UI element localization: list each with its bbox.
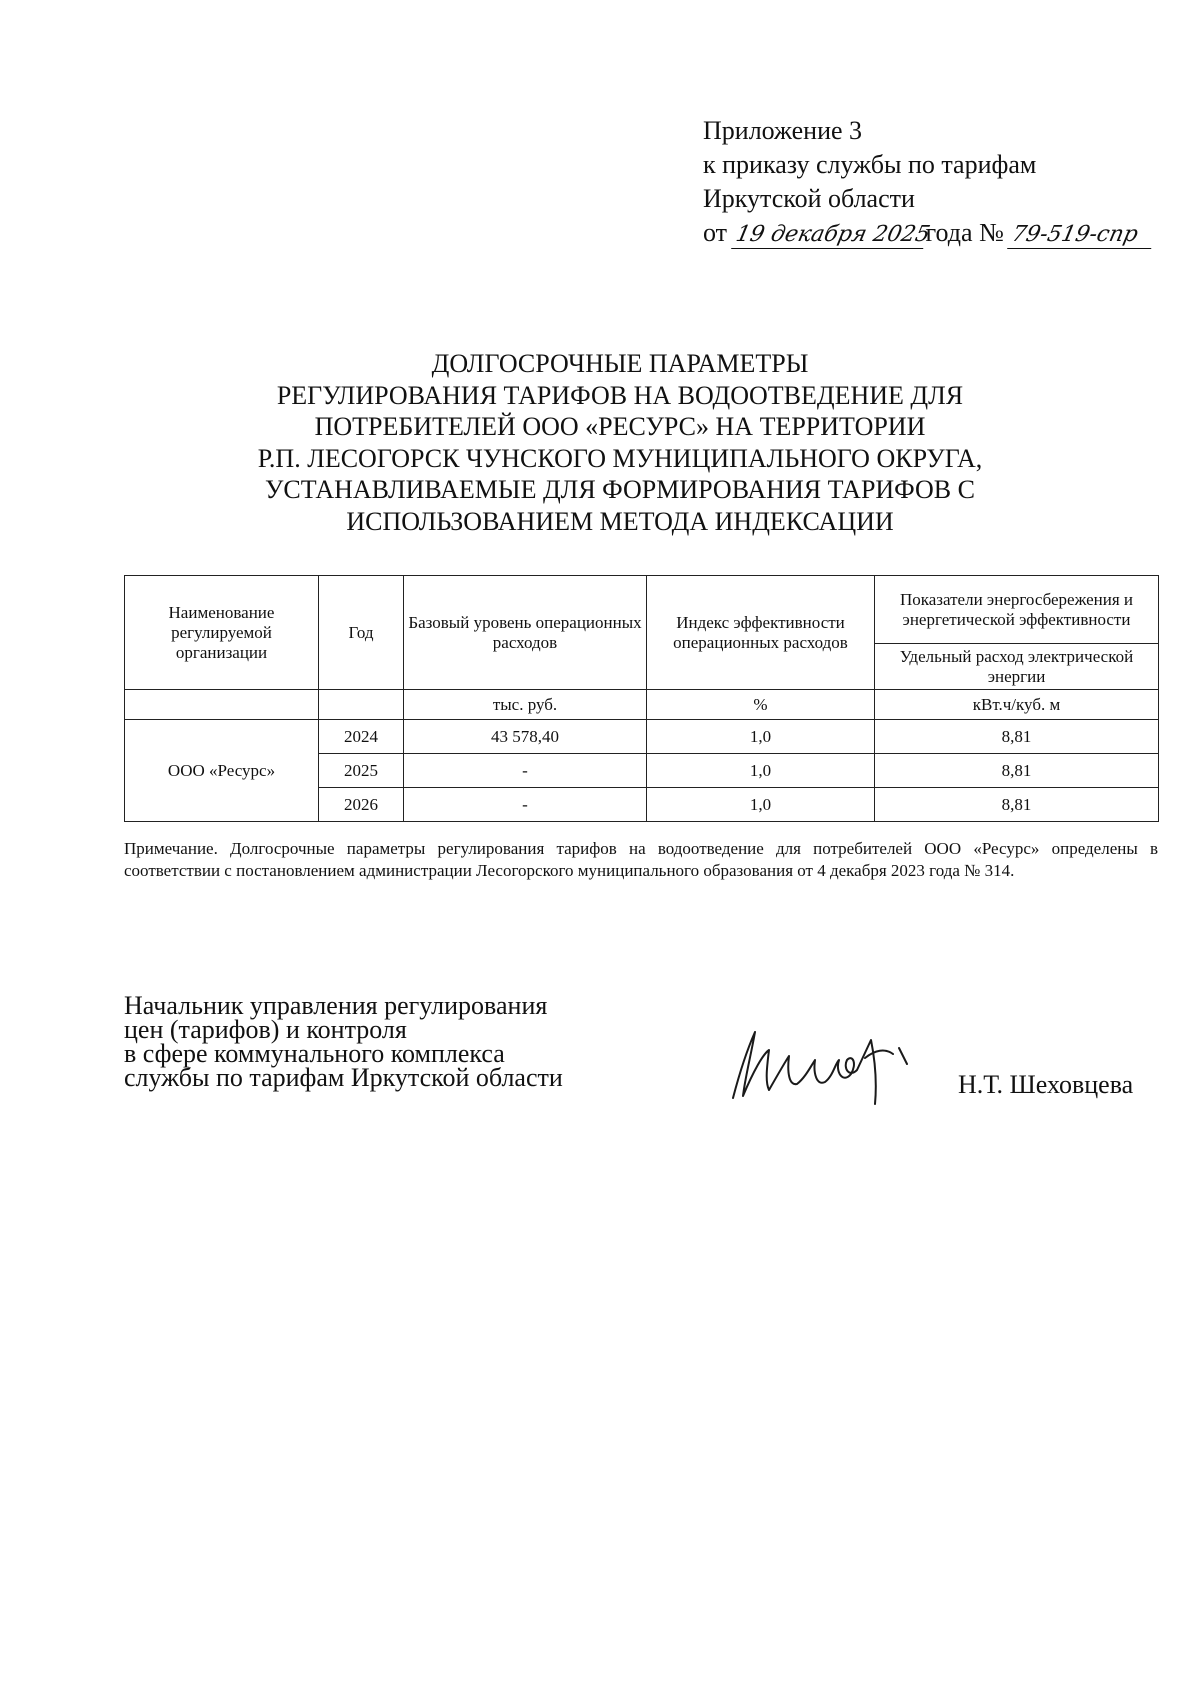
header-energy-sub: Удельный расход электрической энергии [875,644,1159,690]
signer-position [124,991,563,1092]
signer-line: в сфере коммунального комплекса [124,1039,505,1068]
cell-energy: 8,81 [875,788,1159,822]
table-header-row [125,576,1159,644]
header-org: Наименование регулируемой организации [125,576,319,690]
handwritten-date: 19 декабря 2025 [731,222,929,249]
cell-organization: ООО «Ресурс» [125,720,319,822]
title-line: ПОТРЕБИТЕЛЕЙ ООО «РЕСУРС» НА ТЕРРИТОРИИ [314,412,926,441]
units-org-empty [125,690,319,720]
cell-index: 1,0 [647,720,875,754]
appendix-line-2: к приказу службы по тарифам [703,150,1037,179]
cell-energy: 8,81 [875,720,1159,754]
handwritten-number: 79-519-спр [1008,222,1158,249]
unit-base: тыс. руб. [404,690,647,720]
cell-index: 1,0 [647,788,875,822]
signer-name: Н.Т. Шеховцева [958,1070,1134,1099]
title-line: УСТАНАВЛИВАЕМЫЕ ДЛЯ ФОРМИРОВАНИЯ ТАРИФОВ С [264,475,975,504]
table-units-row [125,690,1159,720]
unit-energy: кВт.ч/куб. м [875,690,1159,720]
number-prefix: года № [925,218,1004,247]
signer-line: цен (тарифов) и контроля [124,1015,407,1044]
cell-base: - [404,788,647,822]
title-line: РЕГУЛИРОВАНИЯ ТАРИФОВ НА ВОДООТВЕДЕНИЕ ДЛЯ [276,380,964,410]
table-row [125,720,1159,754]
header-index: Индекс эффективности операционных расходов [647,576,875,690]
cell-index: 1,0 [647,754,875,788]
cell-year: 2025 [319,754,404,788]
cell-year: 2026 [319,788,404,822]
parameters-table [124,575,1159,822]
unit-index: % [647,690,875,720]
header-base: Базовый уровень операционных расходов [404,576,647,690]
cell-energy: 8,81 [875,754,1159,788]
appendix-date-line [703,216,1154,250]
date-prefix: от [703,218,728,247]
appendix-line-1: Приложение 3 [703,116,863,145]
units-year-empty [319,690,404,720]
title-line: ИСПОЛЬЗОВАНИЕМ МЕТОДА ИНДЕКСАЦИИ [346,506,894,536]
header-year: Год [319,576,404,690]
cell-year: 2024 [319,720,404,754]
signer-line: Начальник управления регулирования [124,991,548,1020]
title-line: ДОЛГОСРОЧНЫЕ ПАРАМЕТРЫ [431,349,809,378]
table-note: Примечание. Долгосрочные параметры регулирования тарифов на водоотведение для потребителей ООО «Ресурс» определены в соответствии с постановлением администрации Лесогорского муниципального образования от 4 декабря 2023 года № 314. [124,839,1158,880]
appendix-block [703,114,1154,250]
title-line: Р.П. ЛЕСОГОРСК ЧУНСКОГО МУНИЦИПАЛЬНОГО ОКРУГА, [257,443,983,473]
cell-base: 43 578,40 [404,720,647,754]
signer-line: службы по тарифам Иркутской области [124,1063,563,1092]
cell-base: - [404,754,647,788]
appendix-line-3: Иркутской области [703,184,915,213]
document-title [200,348,1040,537]
handwritten-signature [725,1020,920,1105]
header-energy-group: Показатели энергосбережения и энергетической эффективности [875,576,1159,644]
